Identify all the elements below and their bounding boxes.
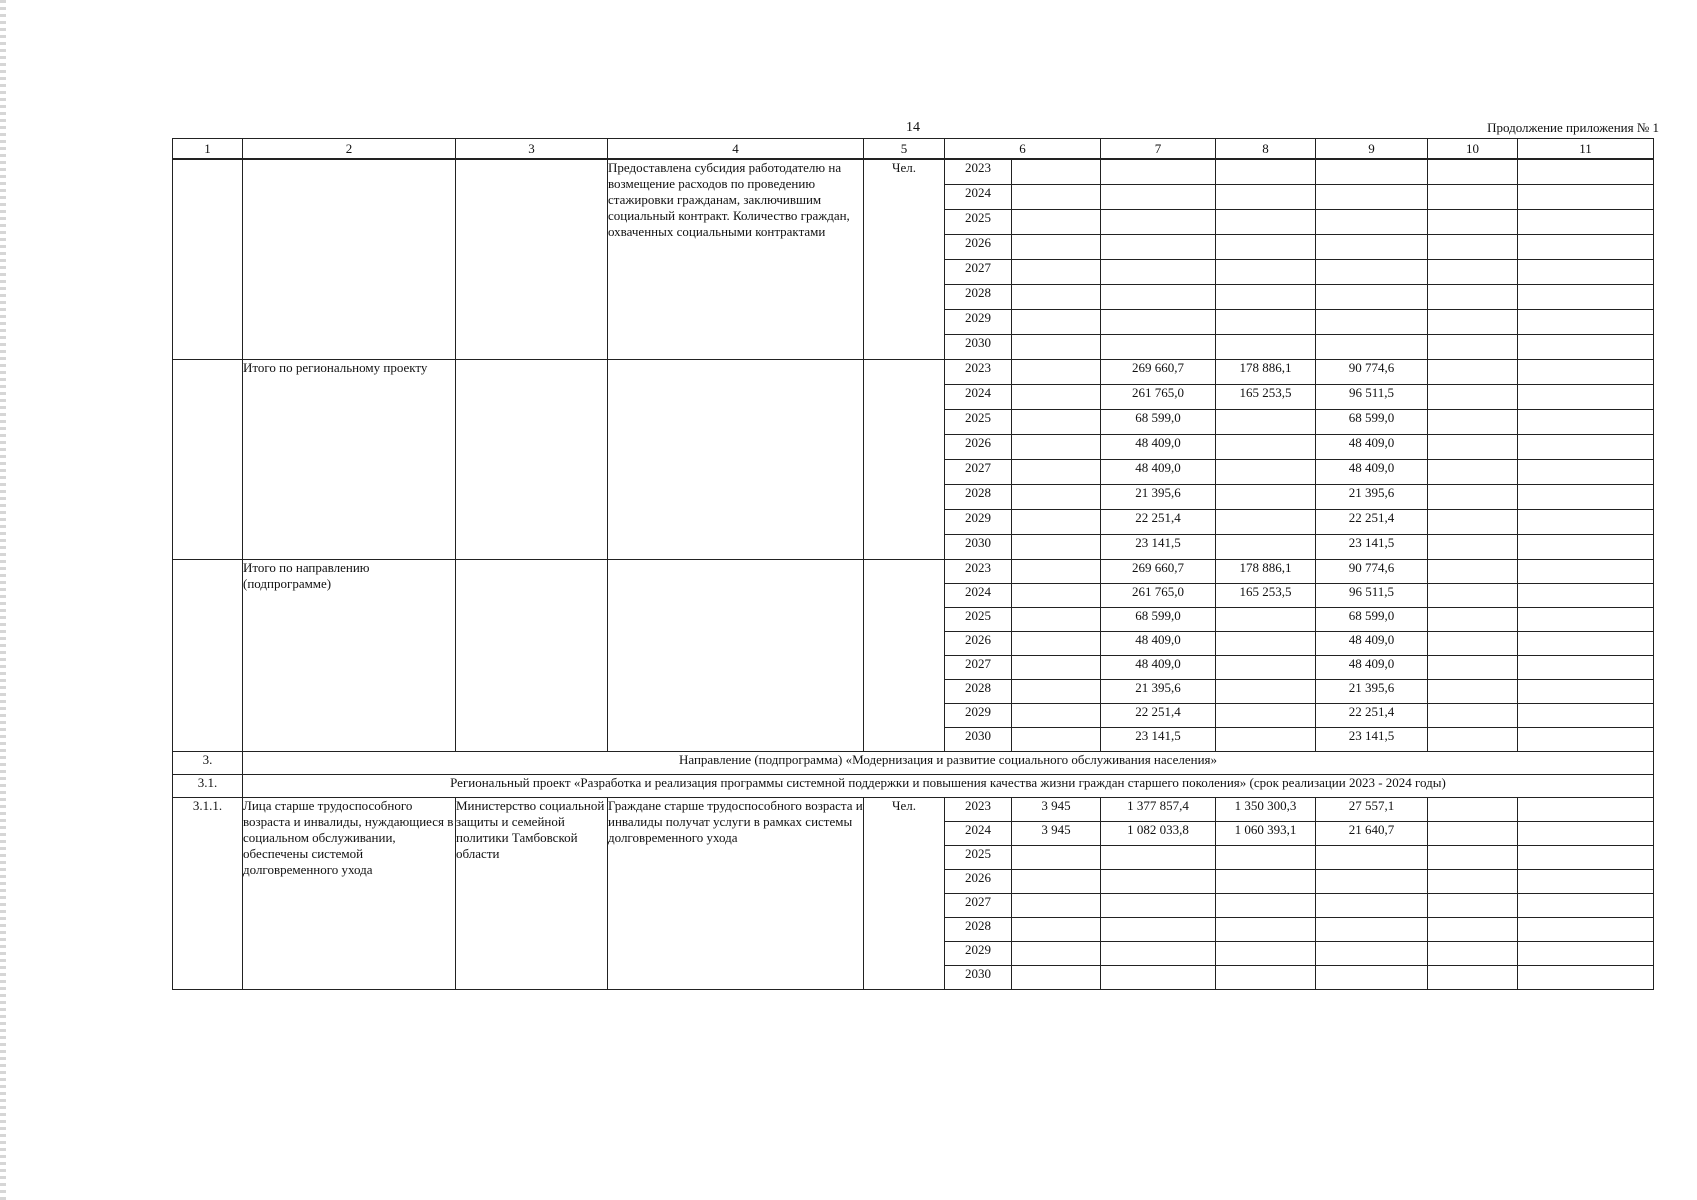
value-cell [1012, 185, 1101, 210]
value-cell: 269 660,7 [1101, 360, 1216, 385]
header-row [173, 139, 1654, 160]
section-row [173, 752, 1654, 775]
value-cell: 21 395,6 [1316, 485, 1428, 510]
task-cell: Лица старше трудоспособного возраста и инвалиды, нуждающиеся в социальном обслуживании, обеспечены системой долговременного ухода [243, 798, 456, 990]
year-cell: 2030 [945, 728, 1012, 752]
total-label-cell: Итого по направлению (подпрограмме) [243, 560, 456, 752]
value-cell: 48 409,0 [1316, 460, 1428, 485]
year-cell: 2025 [945, 410, 1012, 435]
value-cell [1428, 704, 1518, 728]
value-cell [1428, 235, 1518, 260]
value-cell [1518, 584, 1654, 608]
value-cell [1216, 608, 1316, 632]
value-cell: 68 599,0 [1316, 608, 1428, 632]
value-cell: 68 599,0 [1316, 410, 1428, 435]
value-cell [1316, 870, 1428, 894]
value-cell: 269 660,7 [1101, 560, 1216, 584]
indicator-cell: Граждане старше трудоспособного возраста и инвалиды получат услуги в рамках системы долговременного ухода [608, 798, 864, 990]
value-cell: 165 253,5 [1216, 385, 1316, 410]
year-cell: 2027 [945, 260, 1012, 285]
value-cell [1012, 728, 1101, 752]
column-number-header: 1 [173, 139, 243, 160]
value-cell: 23 141,5 [1101, 535, 1216, 560]
indicator-cell: Предоставлена субсидия работодателю на возмещение расходов по проведению стажировки гражданам, заключившим социальный контракт. Количество граждан, охваченных социальными контрактами [608, 159, 864, 360]
year-cell: 2029 [945, 704, 1012, 728]
value-cell [1518, 310, 1654, 335]
value-cell [1518, 385, 1654, 410]
value-cell [1012, 704, 1101, 728]
value-cell [1012, 260, 1101, 285]
value-cell [1216, 680, 1316, 704]
value-cell: 22 251,4 [1316, 510, 1428, 535]
value-cell [1101, 846, 1216, 870]
value-cell [1518, 798, 1654, 822]
year-cell: 2023 [945, 798, 1012, 822]
value-cell [1518, 159, 1654, 185]
value-cell [1012, 285, 1101, 310]
value-cell [1518, 510, 1654, 535]
page-number: 14 [906, 120, 920, 135]
value-cell [1428, 846, 1518, 870]
indicator-cell [608, 560, 864, 752]
value-cell [1101, 159, 1216, 185]
column-number-header: 2 [243, 139, 456, 160]
value-cell [1518, 870, 1654, 894]
value-cell [1316, 260, 1428, 285]
year-cell: 2024 [945, 385, 1012, 410]
year-cell: 2026 [945, 870, 1012, 894]
value-cell [1012, 210, 1101, 235]
value-cell [1518, 632, 1654, 656]
value-cell [1518, 185, 1654, 210]
value-cell [1428, 608, 1518, 632]
value-cell [1428, 560, 1518, 584]
value-cell: 23 141,5 [1316, 535, 1428, 560]
value-cell [1428, 728, 1518, 752]
responsible-cell: Министерство социальной защиты и семейной политики Тамбовской области [456, 798, 608, 990]
value-cell [1428, 159, 1518, 185]
value-cell: 48 409,0 [1316, 632, 1428, 656]
value-cell [1216, 846, 1316, 870]
value-cell [1428, 360, 1518, 385]
value-cell [1101, 210, 1216, 235]
value-cell [1316, 335, 1428, 360]
unit-cell [864, 360, 945, 560]
value-cell [1216, 966, 1316, 990]
value-cell [1216, 510, 1316, 535]
value-cell: 1 060 393,1 [1216, 822, 1316, 846]
year-cell: 2024 [945, 822, 1012, 846]
value-cell [1316, 894, 1428, 918]
value-cell [1316, 235, 1428, 260]
value-cell [1101, 310, 1216, 335]
value-cell [1518, 942, 1654, 966]
value-cell: 261 765,0 [1101, 584, 1216, 608]
value-cell [1518, 704, 1654, 728]
value-cell [1316, 285, 1428, 310]
value-cell [1518, 410, 1654, 435]
year-cell: 2030 [945, 335, 1012, 360]
value-cell [1518, 485, 1654, 510]
value-cell: 22 251,4 [1101, 510, 1216, 535]
year-cell: 2029 [945, 510, 1012, 535]
value-cell [1012, 656, 1101, 680]
year-cell: 2024 [945, 584, 1012, 608]
column-number-header: 5 [864, 139, 945, 160]
value-cell [1216, 704, 1316, 728]
year-cell: 2028 [945, 918, 1012, 942]
value-cell [1012, 966, 1101, 990]
value-cell [1216, 894, 1316, 918]
value-cell [1518, 894, 1654, 918]
value-cell: 21 395,6 [1316, 680, 1428, 704]
value-cell: 23 141,5 [1101, 728, 1216, 752]
value-cell [1316, 185, 1428, 210]
value-cell: 22 251,4 [1316, 704, 1428, 728]
year-cell: 2024 [945, 185, 1012, 210]
column-number-header: 9 [1316, 139, 1428, 160]
value-cell [1428, 918, 1518, 942]
value-cell [1216, 870, 1316, 894]
year-cell: 2026 [945, 235, 1012, 260]
value-cell [1428, 822, 1518, 846]
value-cell [1518, 560, 1654, 584]
value-cell [1216, 185, 1316, 210]
value-cell: 96 511,5 [1316, 584, 1428, 608]
section-title: Региональный проект «Разработка и реализация программы системной поддержки и повышения качества жизни граждан старшего поколения» (срок реализации 2023 - 2024 годы) [243, 775, 1654, 798]
value-cell: 96 511,5 [1316, 385, 1428, 410]
value-cell: 3 945 [1012, 798, 1101, 822]
value-cell: 23 141,5 [1316, 728, 1428, 752]
value-cell [1428, 185, 1518, 210]
year-cell: 2028 [945, 485, 1012, 510]
value-cell [1012, 435, 1101, 460]
value-cell: 90 774,6 [1316, 360, 1428, 385]
value-cell [1316, 966, 1428, 990]
value-cell [1012, 460, 1101, 485]
year-cell: 2028 [945, 680, 1012, 704]
value-cell [1216, 210, 1316, 235]
value-cell: 48 409,0 [1101, 656, 1216, 680]
scan-edge [0, 0, 6, 1200]
value-cell [1012, 410, 1101, 435]
value-cell [1518, 656, 1654, 680]
year-cell: 2025 [945, 210, 1012, 235]
value-cell [1012, 942, 1101, 966]
indicator-cell [608, 360, 864, 560]
year-cell: 2023 [945, 360, 1012, 385]
column-number-header: 8 [1216, 139, 1316, 160]
value-cell [1316, 846, 1428, 870]
value-cell [1101, 260, 1216, 285]
value-cell [1428, 335, 1518, 360]
value-cell [1316, 942, 1428, 966]
value-cell [1428, 680, 1518, 704]
value-cell: 21 395,6 [1101, 485, 1216, 510]
value-cell [1518, 822, 1654, 846]
value-cell [1216, 656, 1316, 680]
value-cell [1518, 680, 1654, 704]
value-cell [1518, 360, 1654, 385]
value-cell [1518, 846, 1654, 870]
value-cell [1428, 210, 1518, 235]
value-cell: 178 886,1 [1216, 360, 1316, 385]
section-code: 3. [173, 752, 243, 775]
table-row [173, 159, 1654, 185]
value-cell [1428, 535, 1518, 560]
value-cell: 22 251,4 [1101, 704, 1216, 728]
column-number-header: 10 [1428, 139, 1518, 160]
unit-cell: Чел. [864, 159, 945, 360]
section-title: Направление (подпрограмма) «Модернизация и развитие социального обслуживания населения» [243, 752, 1654, 775]
unit-cell: Чел. [864, 798, 945, 990]
section-code: 3.1. [173, 775, 243, 798]
value-cell [1012, 608, 1101, 632]
value-cell [1101, 870, 1216, 894]
task-cell [243, 159, 456, 360]
code-cell [173, 560, 243, 752]
value-cell [1518, 460, 1654, 485]
continuation-note: Продолжение приложения № 1 [1487, 120, 1659, 135]
responsible-cell [456, 360, 608, 560]
value-cell [1101, 185, 1216, 210]
value-cell [1216, 728, 1316, 752]
value-cell [1428, 260, 1518, 285]
value-cell [1518, 728, 1654, 752]
value-cell [1012, 335, 1101, 360]
value-cell [1012, 584, 1101, 608]
year-cell: 2030 [945, 535, 1012, 560]
value-cell [1428, 632, 1518, 656]
value-cell [1216, 918, 1316, 942]
value-cell: 165 253,5 [1216, 584, 1316, 608]
program-table [172, 138, 1654, 990]
value-cell [1216, 335, 1316, 360]
value-cell [1012, 235, 1101, 260]
value-cell [1518, 260, 1654, 285]
value-cell [1216, 310, 1316, 335]
value-cell [1518, 608, 1654, 632]
value-cell: 1 377 857,4 [1101, 798, 1216, 822]
year-cell: 2026 [945, 435, 1012, 460]
value-cell: 68 599,0 [1101, 608, 1216, 632]
value-cell [1518, 210, 1654, 235]
column-number-header: 3 [456, 139, 608, 160]
unit-cell [864, 560, 945, 752]
value-cell [1428, 435, 1518, 460]
value-cell [1012, 680, 1101, 704]
value-cell [1012, 632, 1101, 656]
year-cell: 2029 [945, 942, 1012, 966]
column-number-header: 6 [945, 139, 1101, 160]
value-cell: 48 409,0 [1101, 460, 1216, 485]
value-cell [1012, 360, 1101, 385]
value-cell [1216, 235, 1316, 260]
value-cell [1518, 435, 1654, 460]
value-cell [1428, 942, 1518, 966]
year-cell: 2023 [945, 560, 1012, 584]
year-cell: 2029 [945, 310, 1012, 335]
value-cell [1428, 310, 1518, 335]
value-cell: 27 557,1 [1316, 798, 1428, 822]
value-cell [1012, 310, 1101, 335]
value-cell [1012, 918, 1101, 942]
value-cell: 261 765,0 [1101, 385, 1216, 410]
year-cell: 2028 [945, 285, 1012, 310]
table-row [173, 798, 1654, 822]
value-cell: 48 409,0 [1101, 435, 1216, 460]
year-cell: 2027 [945, 460, 1012, 485]
table-row [173, 360, 1654, 385]
value-cell [1216, 485, 1316, 510]
value-cell [1101, 966, 1216, 990]
value-cell [1518, 335, 1654, 360]
code-cell [173, 360, 243, 560]
value-cell [1216, 632, 1316, 656]
value-cell [1428, 510, 1518, 535]
year-cell: 2023 [945, 159, 1012, 185]
value-cell [1428, 870, 1518, 894]
value-cell [1101, 285, 1216, 310]
value-cell [1012, 846, 1101, 870]
value-cell [1518, 966, 1654, 990]
year-cell: 2025 [945, 608, 1012, 632]
value-cell [1428, 966, 1518, 990]
value-cell [1012, 385, 1101, 410]
value-cell: 48 409,0 [1316, 656, 1428, 680]
value-cell: 3 945 [1012, 822, 1101, 846]
value-cell [1518, 918, 1654, 942]
value-cell: 1 082 033,8 [1101, 822, 1216, 846]
value-cell: 21 395,6 [1101, 680, 1216, 704]
subsection-row [173, 775, 1654, 798]
value-cell: 90 774,6 [1316, 560, 1428, 584]
value-cell [1518, 535, 1654, 560]
value-cell [1428, 460, 1518, 485]
value-cell [1012, 159, 1101, 185]
year-cell: 2027 [945, 656, 1012, 680]
code-cell [173, 159, 243, 360]
value-cell [1012, 560, 1101, 584]
value-cell: 68 599,0 [1101, 410, 1216, 435]
value-cell [1518, 235, 1654, 260]
value-cell [1012, 535, 1101, 560]
year-cell: 2026 [945, 632, 1012, 656]
total-label-cell: Итого по региональному проекту [243, 360, 456, 560]
value-cell [1012, 870, 1101, 894]
value-cell [1316, 210, 1428, 235]
responsible-cell [456, 159, 608, 360]
value-cell: 48 409,0 [1316, 435, 1428, 460]
value-cell: 1 350 300,3 [1216, 798, 1316, 822]
value-cell [1216, 435, 1316, 460]
value-cell [1101, 942, 1216, 966]
value-cell [1012, 485, 1101, 510]
value-cell [1216, 535, 1316, 560]
year-cell: 2030 [945, 966, 1012, 990]
value-cell [1216, 285, 1316, 310]
value-cell [1216, 942, 1316, 966]
responsible-cell [456, 560, 608, 752]
value-cell [1012, 510, 1101, 535]
value-cell [1428, 485, 1518, 510]
value-cell: 48 409,0 [1101, 632, 1216, 656]
value-cell [1101, 335, 1216, 360]
value-cell [1101, 894, 1216, 918]
column-number-header: 7 [1101, 139, 1216, 160]
code-cell: 3.1.1. [173, 798, 243, 990]
table-row [173, 560, 1654, 584]
column-number-header: 11 [1518, 139, 1654, 160]
value-cell [1428, 410, 1518, 435]
value-cell [1428, 385, 1518, 410]
value-cell [1428, 656, 1518, 680]
column-number-header: 4 [608, 139, 864, 160]
value-cell [1428, 285, 1518, 310]
value-cell [1428, 894, 1518, 918]
value-cell [1316, 918, 1428, 942]
value-cell [1012, 894, 1101, 918]
value-cell [1216, 460, 1316, 485]
value-cell [1216, 260, 1316, 285]
value-cell [1216, 410, 1316, 435]
value-cell [1316, 310, 1428, 335]
value-cell: 21 640,7 [1316, 822, 1428, 846]
value-cell [1101, 918, 1216, 942]
value-cell [1428, 584, 1518, 608]
year-cell: 2025 [945, 846, 1012, 870]
value-cell [1428, 798, 1518, 822]
value-cell [1316, 159, 1428, 185]
value-cell [1518, 285, 1654, 310]
value-cell [1216, 159, 1316, 185]
value-cell [1101, 235, 1216, 260]
value-cell: 178 886,1 [1216, 560, 1316, 584]
year-cell: 2027 [945, 894, 1012, 918]
